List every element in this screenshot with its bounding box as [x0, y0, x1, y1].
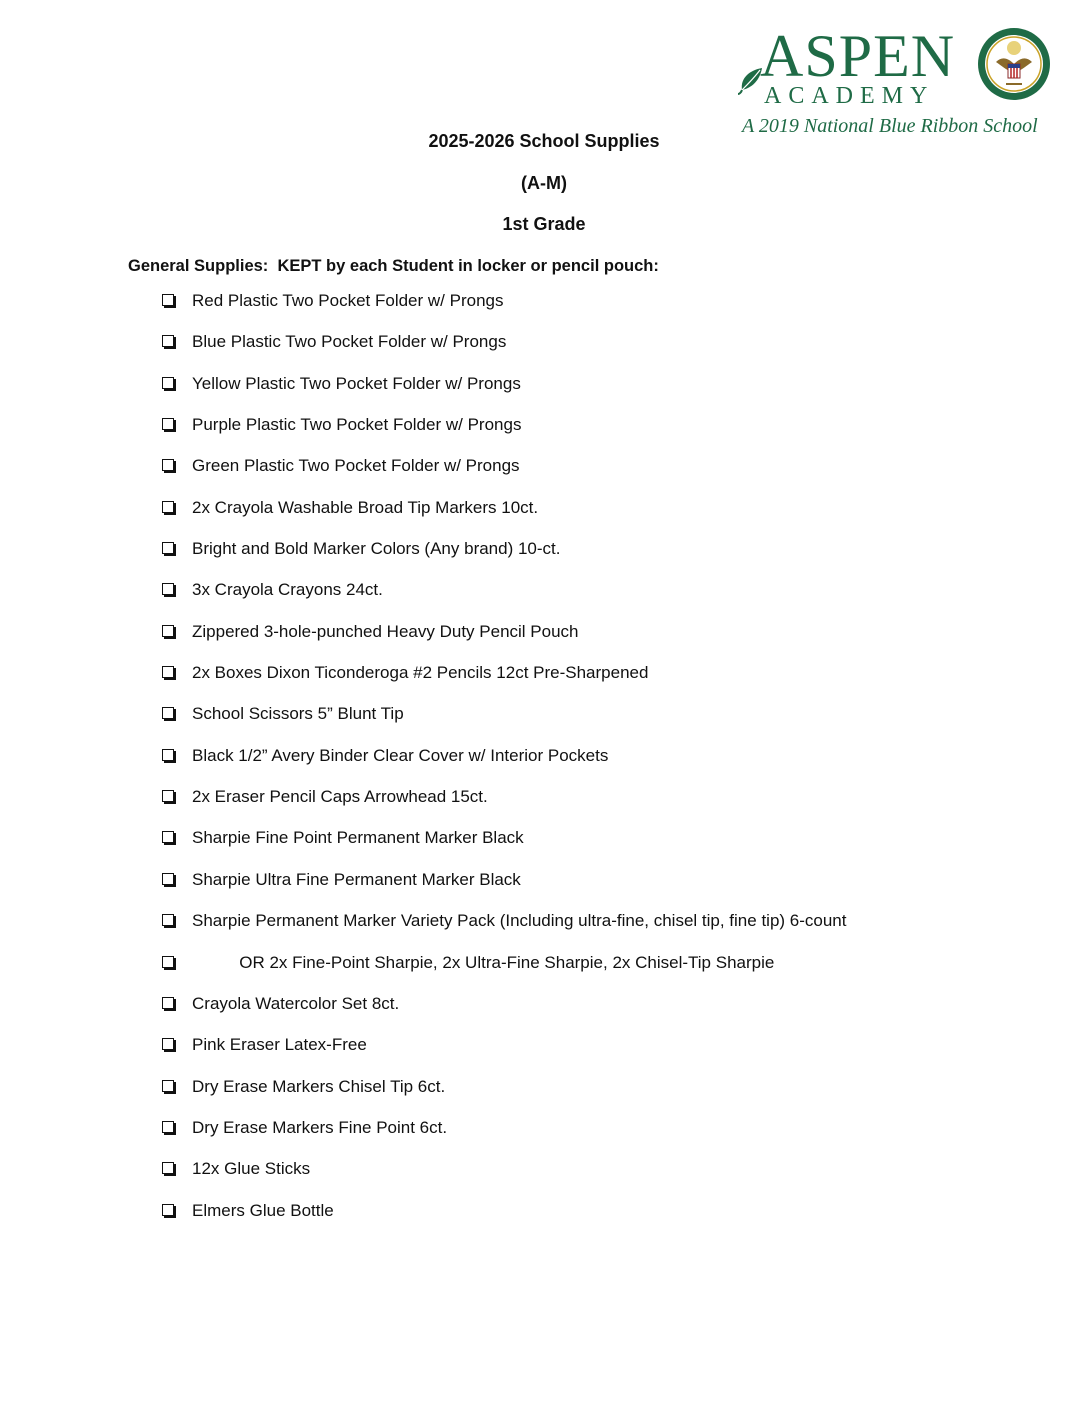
grade-heading: 1st Grade [502, 214, 586, 234]
logo-tagline: A 2019 National Blue Ribbon School [742, 115, 1038, 137]
supply-item [160, 579, 1060, 620]
supply-item-label: Blue Plastic Two Pocket Folder w/ Prongs [192, 332, 507, 352]
checkbox-icon[interactable] [162, 542, 174, 554]
checkbox-icon[interactable] [162, 625, 174, 637]
checkbox-icon[interactable] [162, 501, 174, 513]
supply-item-label: Sharpie Permanent Marker Variety Pack (Including ultra-fine, chisel tip, fine tip) 6-count [192, 911, 847, 931]
checkbox-icon[interactable] [162, 459, 174, 471]
supply-item [160, 497, 1060, 538]
supply-item [160, 1117, 1060, 1158]
supply-item-label: 2x Boxes Dixon Ticonderoga #2 Pencils 12ct Pre-Sharpened [192, 663, 649, 683]
supply-item-label: Purple Plastic Two Pocket Folder w/ Prongs [192, 415, 522, 435]
supply-item [160, 538, 1060, 579]
supply-item [160, 869, 1060, 910]
supply-item [160, 290, 1060, 331]
supply-item-label: Black 1/2” Avery Binder Clear Cover w/ Interior Pockets [192, 745, 609, 765]
supply-item [160, 993, 1060, 1034]
checkbox-icon[interactable] [162, 377, 174, 389]
checkbox-icon[interactable] [162, 914, 174, 926]
great-seal-icon [976, 26, 1052, 102]
supply-item-label: Dry Erase Markers Fine Point 6ct. [192, 1117, 448, 1137]
supply-item-label: School Scissors 5” Blunt Tip [192, 704, 404, 724]
supply-item [160, 1034, 1060, 1075]
supply-item-label: 3x Crayola Crayons 24ct. [192, 580, 383, 600]
supply-item-label: OR 2x Fine-Point Sharpie, 2x Ultra-Fine Sharpie, 2x Chisel-Tip Sharpie [192, 952, 775, 972]
checkbox-icon[interactable] [162, 1204, 174, 1216]
supply-item [160, 910, 1060, 951]
supply-item [160, 1200, 1060, 1241]
logo-wordmark: ASPEN [760, 23, 956, 89]
checkbox-icon[interactable] [162, 1162, 174, 1174]
supply-item-label: Zippered 3-hole-punched Heavy Duty Pencil Pouch [192, 621, 579, 641]
checkbox-icon[interactable] [162, 583, 174, 595]
checkbox-icon[interactable] [162, 873, 174, 885]
supply-item-label: Bright and Bold Marker Colors (Any brand) 10-ct. [192, 539, 561, 559]
logo-subtitle: ACADEMY [764, 83, 935, 109]
supply-item-label: Pink Eraser Latex-Free [192, 1035, 367, 1055]
supply-item [160, 621, 1060, 662]
supply-item [160, 786, 1060, 827]
checkbox-icon[interactable] [162, 666, 174, 678]
checkbox-icon[interactable] [162, 294, 174, 306]
alphabet-range: (A-M) [521, 173, 567, 193]
supply-item [160, 1076, 1060, 1117]
section-label: General Supplies: KEPT by each Student in locker or pencil pouch: [128, 257, 659, 275]
supply-item-label: 2x Crayola Washable Broad Tip Markers 10ct. [192, 497, 539, 517]
checkbox-icon[interactable] [162, 997, 174, 1009]
supply-item-label: Sharpie Fine Point Permanent Marker Black [192, 828, 524, 848]
supply-item-label: Elmers Glue Bottle [192, 1200, 334, 1220]
supply-item-label: Sharpie Ultra Fine Permanent Marker Black [192, 869, 521, 889]
checkbox-icon[interactable] [162, 1038, 174, 1050]
supply-item [160, 827, 1060, 868]
document-title: 2025-2026 School Supplies [428, 131, 660, 151]
checkbox-icon[interactable] [162, 1080, 174, 1092]
checkbox-icon[interactable] [162, 335, 174, 347]
checkbox-icon[interactable] [162, 1121, 174, 1133]
supply-item [160, 373, 1060, 414]
supply-item-label: Red Plastic Two Pocket Folder w/ Prongs [192, 291, 504, 310]
supply-item-label: 12x Glue Sticks [192, 1159, 311, 1179]
supply-item [160, 662, 1060, 703]
supply-item-label: Crayola Watercolor Set 8ct. [192, 993, 400, 1013]
supply-item-label: 2x Eraser Pencil Caps Arrowhead 15ct. [192, 787, 488, 807]
supply-item [160, 952, 1060, 993]
supply-item [160, 414, 1060, 455]
supply-item [160, 331, 1060, 372]
checkbox-icon[interactable] [162, 790, 174, 802]
supply-item [160, 455, 1060, 496]
checkbox-icon[interactable] [162, 956, 174, 968]
aspen-academy-logo [736, 23, 1056, 138]
supply-list [160, 290, 1060, 1241]
supply-item [160, 1158, 1060, 1199]
checkbox-icon[interactable] [162, 418, 174, 430]
supply-item-label: Dry Erase Markers Chisel Tip 6ct. [192, 1076, 446, 1096]
checkbox-icon[interactable] [162, 749, 174, 761]
checkbox-icon[interactable] [162, 831, 174, 843]
checkbox-icon[interactable] [162, 707, 174, 719]
supply-item-label: Green Plastic Two Pocket Folder w/ Prongs [192, 456, 520, 476]
supply-item [160, 703, 1060, 744]
supply-item-label: Yellow Plastic Two Pocket Folder w/ Prongs [192, 373, 521, 393]
supply-item [160, 745, 1060, 786]
